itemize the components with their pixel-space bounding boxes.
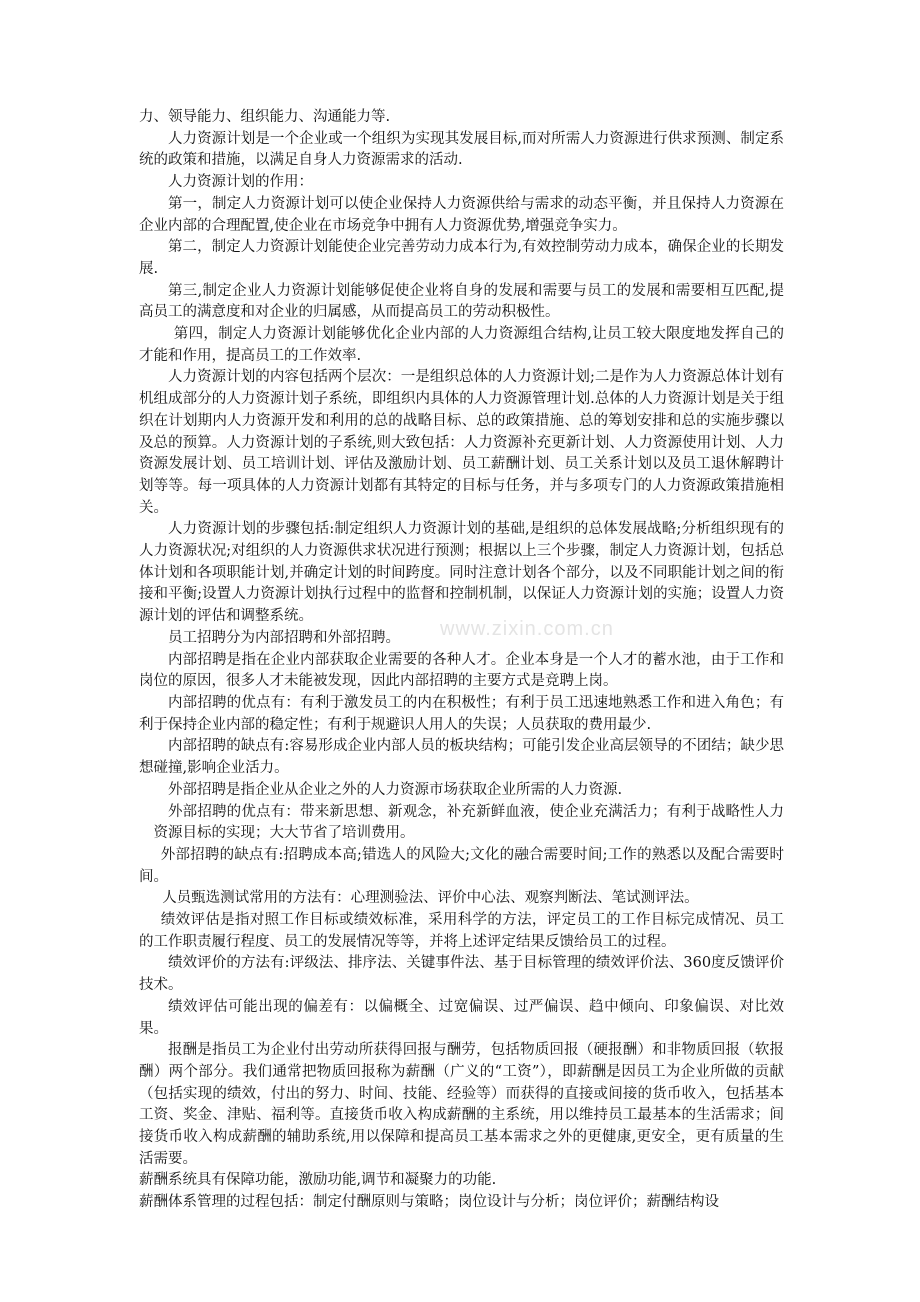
paragraph-23: 薪酬体系管理的过程包括：制定付酬原则与策略；岗位设计与分析；岗位评价；薪酬结构设 xyxy=(139,1194,719,1211)
paragraph-17: 人员甄选测试常用的方法有：心理测验法、评价中心法、观察判断法、笔试测评法。 xyxy=(162,890,699,907)
paragraph-19: 绩效评价的方法有:评级法、排序法、关键事件法、基于目标管理的绩效评价法、360度反馈评价技术。 xyxy=(139,955,784,994)
paragraph-2: 人力资源计划是一个企业或一个组织为实现其发展目标,而对所需人力资源进行供求预测、制定系统的政策和措施，以满足自身人力资源需求的活动. xyxy=(139,130,784,169)
paragraph-21: 报酬是指员工为企业付出劳动所获得回报与酬劳，包括物质回报（硬报酬）和非物质回报（软报酬）两个部分。我们通常把物质回报称为薪酬（广义的“工资”），即薪酬是因员工为企业所做的贡献（包括实现的绩效，付出的努力、时间、技能、经验等）而获得的直接或间接的货币收入，包括基本工资、奖金、津贴、福利等。直接货币收入构成薪酬的主系统，用以维持员工最基本的生活需求；间接货币收入构成薪酬的辅助系统,用以保障和提高员工基本需求之外的更健康,更安全，更有质量的生活需要。 xyxy=(139,1042,784,1167)
paragraph-12: 内部招聘的优点有：有利于激发员工的内在积极性；有利于员工迅速地熟悉工作和进入角色；有利于保持企业内部的稳定性；有利于规避识人用人的失误；人员获取的费用最少. xyxy=(139,694,784,733)
paragraph-20: 绩效评估可能出现的偏差有：以偏概全、过宽偏误、过严偏误、趋中倾向、印象偏误、对比效果。 xyxy=(139,998,784,1037)
paragraph-22: 薪酬系统具有保障功能，激励功能,调节和凝聚力的功能. xyxy=(139,1172,497,1189)
paragraph-1: 力、领导能力、组织能力、沟通能力等. xyxy=(139,109,391,125)
paragraph-4: 第一，制定人力资源计划可以使企业保持人力资源供给与需求的动态平衡，并且保持人力资源在企业内部的合理配置,使企业在市场竞争中拥有人力资源优势,增强竞争实力。 xyxy=(139,195,784,234)
paragraph-9: 人力资源计划的步骤包括:制定组织人力资源计划的基础,是组织的总体发展战略;分析组织现有的人力资源状况;对组织的人力资源供求状况进行预测；根据以上三个步骤，制定人力资源计划，包括总体计划和各项职能计划,并确定计划的时间跨度。同时注意计划各个部分，以及不同职能计划之间的衔接和平衡;设置人力资源计划执行过程中的监督和控制机制，以保证人力资源计划的实施；设置人力资源计划的评估和调整系统。 xyxy=(139,521,784,625)
paragraph-3: 人力资源计划的作用： xyxy=(168,174,313,191)
paragraph-18: 绩效评估是指对照工作目标或绩效标准，采用科学的方法，评定员工的工作目标完成情况、员工的工作职责履行程度、员工的发展情况等等，并将上述评定结果反馈给员工的过程。 xyxy=(139,912,784,950)
paragraph-10: 员工招聘分为内部招聘和外部招聘。 xyxy=(168,629,400,646)
paragraph-11: 内部招聘是指在企业内部获取企业需要的各种人才。企业本身是一个人才的蓄水池，由于工作和岗位的原因，很多人才未能被发现，因此内部招聘的主要方式是竞聘上岗。 xyxy=(139,651,784,690)
document-body xyxy=(139,107,784,1214)
paragraph-5: 第二，制定人力资源计划能使企业完善劳动力成本行为,有效控制劳动力成本，确保企业的长期发展. xyxy=(139,239,784,277)
paragraph-13: 内部招聘的缺点有:容易形成企业内部人员的板块结构；可能引发企业高层领导的不团结；缺少思想碰撞,影响企业活力。 xyxy=(139,738,784,777)
paragraph-8: 人力资源计划的内容包括两个层次：一是组织总体的人力资源计划;二是作为人力资源总体计划有机组成部分的人力资源计划子系统，即组织内具体的人力资源管理计划.总体的人力资源计划是关于组织在计划期内人力资源开发和利用的总的战略目标、总的政策措施、总的筹划安排和总的实施步骤以及总的预算。人力资源计划的子系统,则大致包括：人力资源补充更新计划、人力资源使用计划、人力资源发展计划、员工培训计划、评估及激励计划、员工薪酬计划、员工关系计划以及员工退休解聘计划等等。每一项具体的人力资源计划都有其特定的目标与任务，并与多项专门的人力资源政策措施相关。 xyxy=(139,369,784,516)
paragraph-7: 第四，制定人力资源计划能够优化企业内部的人力资源组合结构,让员工较大限度地发挥自己的才能和作用，提高员工的工作效率. xyxy=(139,326,784,364)
watermark-text: www.zixin.com.cn xyxy=(440,618,614,640)
paragraph-6: 第三,制定企业人力资源计划能够促使企业将自身的发展和需要与员工的发展和需要相互匹配,提高员工的满意度和对企业的归属感，从而提高员工的劳动积极性。 xyxy=(139,282,784,321)
paragraph-14: 外部招聘是指企业从企业之外的人力资源市场获取企业所需的人力资源. xyxy=(168,781,623,798)
paragraph-16: 外部招聘的缺点有:招聘成本高;错选人的风险大;文化的融合需要时间;工作的熟悉以及配合需要时间。 xyxy=(139,846,784,885)
paragraph-15: 外部招聘的优点有：带来新思想、新观念，补充新鲜血液，使企业充满活力；有利于战略性人力资源目标的实现；大大节省了培训费用。 xyxy=(153,803,784,842)
